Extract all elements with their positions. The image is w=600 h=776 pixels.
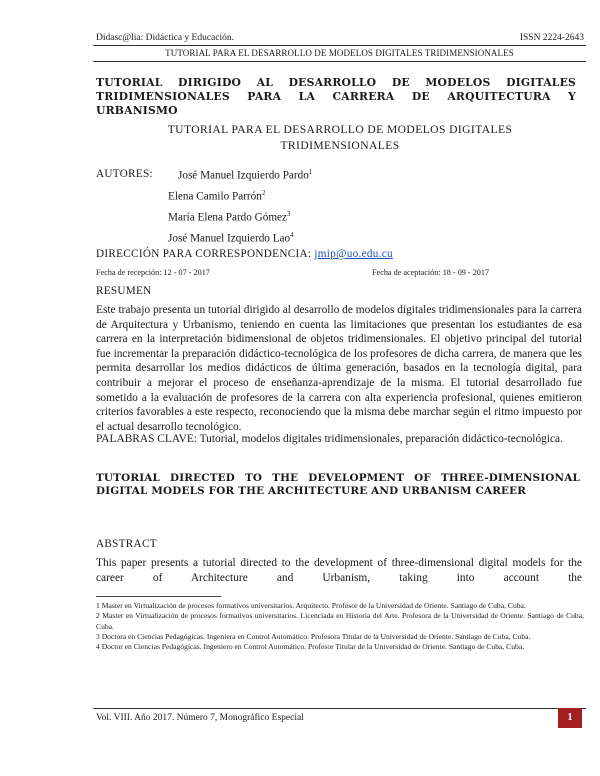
author-1 — [178, 168, 312, 182]
received-date: Fecha de recepción: 12 - 07 - 2017 — [96, 268, 210, 277]
resumen-text: Este trabajo presenta un tutorial dirigido al desarrollo de modelos digitales tridimensionales para la carrera de Arquitectura y Urbanismo, teniendo en cuenta las limitaciones que presentan los estudiantes de esa carrera en la interpretación bidimensional de objetos tridimensionales. El objetivo principal del tutorial fue incrementar la preparación didáctico-tecnológica de los profesores de dicha carrera, de manera que les permita desarrollar los medios didácticos de última generación, basados en la tecnología digital, para contribuir a mejorar el proceso de enseñanza-aprendizaje de la misma. El tutorial desarrollado fue sometido a la evaluación de profesores de la carrera con alta experiencia profesional, quienes emitieron criterios favorables a este respecto, reconociendo que la misma debe marchar según el ritmo impuesto por el actual desarrollo tecnológico. — [96, 304, 582, 433]
author-footnote-ref[interactable]: 4 — [290, 231, 294, 239]
author-footnote-ref[interactable]: 1 — [308, 168, 313, 176]
footnote-rule — [96, 596, 221, 597]
abstract-text: This paper presents a tutorial directed to the development of three-dimensional digital models for the career of Architecture and Urbanism, taking into account the — [96, 557, 582, 584]
author-3 — [168, 210, 290, 224]
author-footnote-ref[interactable]: 3 — [286, 210, 291, 218]
footnote-3: 3 Doctora en Ciencias Pedagógicas. Ingeniera en Control Automático. Profesora Titular de la Universidad de Oriente. Santiago de Cuba, Cuba. — [96, 631, 531, 641]
title-english: TUTORIAL DIRECTED TO THE DEVELOPMENT OF THREE-DIMENSIONAL DIGITAL MODELS FOR THE ARCHITECTURE AND URBANISM CAREER — [96, 472, 580, 497]
author-name: Elena Camilo Parrón — [168, 190, 262, 203]
author-2 — [168, 189, 265, 203]
footnote-2: 2 Master en Virtualización de procesos formativos universitarios. Licenciada en Historia del Arte. Profesora de la Universidad de Oriente. Santiago de Cuba, Cuba. — [96, 611, 584, 631]
author-name: José Manuel Izquierdo Pardo — [178, 169, 309, 182]
author-footnote-ref[interactable]: 2 — [261, 189, 266, 197]
header-rule-bottom — [93, 61, 586, 62]
running-title: TUTORIAL PARA EL DESARROLLO DE MODELOS DIGITALES TRIDIMENSIONALES — [165, 48, 514, 58]
resumen-heading: RESUMEN — [96, 285, 152, 297]
footer-volume: Vol. VIII. Año 2017. Número 7, Monográfico Especial — [96, 713, 304, 723]
authors-label: AUTORES: — [96, 168, 153, 180]
correspondence-label: DIRECCIÓN PARA CORRESPONDENCIA: — [96, 248, 312, 260]
author-name: María Elena Pardo Gómez — [168, 211, 287, 224]
accepted-date: Fecha de aceptación: 18 - 09 - 2017 — [372, 268, 490, 277]
author-name: José Manuel Izquierdo Lao — [168, 232, 291, 245]
footer-rule — [93, 708, 586, 709]
footnote-4: 4 Doctor en Ciencias Pedagógicas. Ingeniero en Control Automático. Profesor Titular de la Universidad de Oriente. Santiago de Cuba, Cuba. — [96, 642, 525, 652]
header-rule — [93, 45, 586, 46]
title-spanish: TUTORIAL DIRIGIDO AL DESARROLLO DE MODELOS DIGITALES TRIDIMENSIONALES PARA LA CARRERA DE ARQUITECTURA Y URBANISMO — [96, 76, 576, 117]
footnotes — [96, 601, 584, 652]
abstract-heading: ABSTRACT — [96, 538, 157, 550]
issn: ISSN 2224-2643 — [519, 33, 584, 43]
author-4 — [168, 231, 294, 245]
page-number-badge: 1 — [558, 708, 582, 728]
journal-name: Didasc@lia: Didáctica y Educación. — [96, 33, 235, 43]
subtitle: TUTORIAL PARA EL DESARROLLO DE MODELOS DIGITALES TRIDIMENSIONALES — [167, 123, 513, 152]
email-link[interactable]: jmip@uo.edu.cu — [314, 248, 393, 260]
correspondence — [96, 248, 393, 260]
keywords: PALABRAS CLAVE: Tutorial, modelos digitales tridimensionales, preparación didáctico-tecnológica. — [96, 433, 563, 445]
footnote-1: 1 Master en Virtualización de procesos formativos universitarios. Arquitecto. Profesor de la Universidad de Oriente. Santiago de Cuba, Cuba. — [96, 601, 526, 610]
